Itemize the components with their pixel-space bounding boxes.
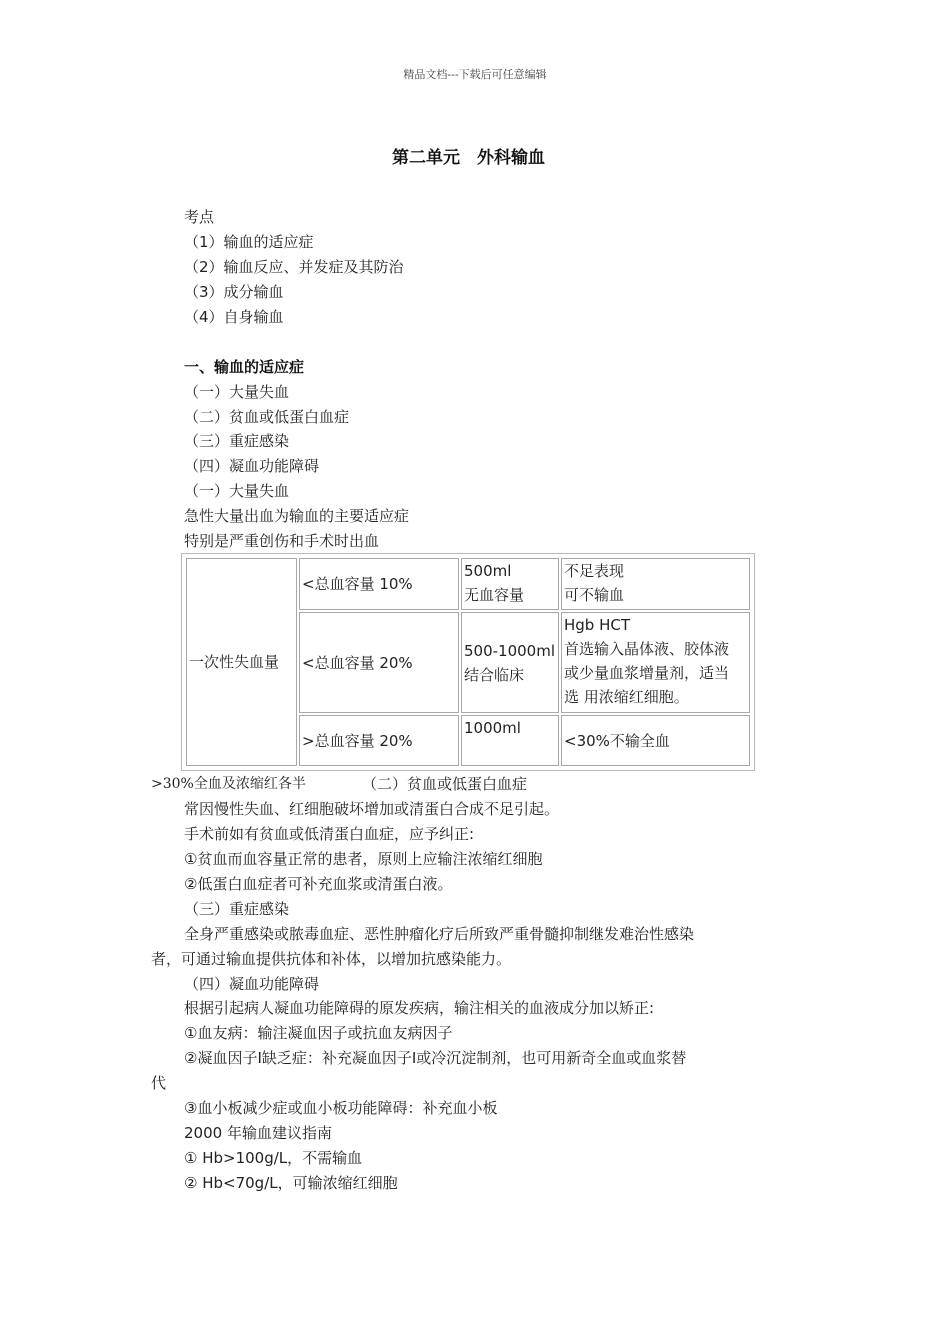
paragraph-line: ②凝血因子Ⅰ缺乏症：补充凝血因子Ⅰ或冷沉淀制剂，也可用新奇全血或血浆替: [184, 1049, 687, 1067]
kaodian-item: （2）输血反应、并发症及其防治: [184, 258, 404, 276]
paragraph-line: 2000 年输血建议指南: [184, 1124, 332, 1142]
paragraph-line: 急性大量出血为输血的主要适应症: [184, 507, 410, 525]
table-cell-advice: <30%不输全血: [561, 715, 750, 766]
blood-loss-table: [181, 553, 755, 771]
table-footnote: >30%全血及浓缩红各半: [151, 776, 306, 792]
subsection-heading: （二）贫血或低蛋白血症: [362, 775, 528, 793]
table-cell-range: >总血容量 20%: [299, 715, 459, 766]
paragraph-line: ① Hb>100g/L，不需输血: [184, 1149, 363, 1167]
table-cell-range: <总血容量 20%: [299, 612, 459, 713]
paragraph-line: 常因慢性失血、红细胞破坏增加或清蛋白合成不足引起。: [184, 800, 560, 818]
paragraph-line: ②低蛋白血症者可补充血浆或清蛋白液。: [184, 875, 453, 893]
paragraph-line: 手术前如有贫血或低清蛋白血症，应予纠正:: [184, 825, 475, 843]
table-cell-advice: Hgb HCT 首选输入晶体液、胶体液 或少量血浆增量剂，适当 选 用浓缩红细胞。: [561, 612, 750, 713]
table-cell-range: <总血容量 10%: [299, 558, 459, 610]
header-note: 精品文档---下载后可任意编辑: [403, 68, 547, 81]
section-subitem: （三）重症感染: [184, 432, 290, 450]
paragraph-line: 特别是严重创伤和手术时出血: [184, 532, 380, 550]
subsection-heading: （一）大量失血: [184, 482, 290, 500]
paragraph-line: 根据引起病人凝血功能障碍的原发疾病，输注相关的血液成分加以矫正:: [184, 999, 655, 1017]
subsection-heading: （三）重症感染: [184, 900, 290, 918]
section-subitem: （四）凝血功能障碍: [184, 457, 320, 475]
table-cell-amount: 500-1000ml 结合临床: [461, 612, 559, 713]
section-subitem: （二）贫血或低蛋白血症: [184, 408, 350, 426]
subsection-heading: （四）凝血功能障碍: [184, 975, 320, 993]
kaodian-item: （3）成分输血: [184, 283, 284, 301]
paragraph-line: ①血友病：输注凝血因子或抗血友病因子: [184, 1024, 453, 1042]
table-cell-amount: 1000ml: [461, 715, 559, 766]
table-cell-amount: 500ml 无血容量: [461, 558, 559, 610]
kaodian-heading: 考点: [184, 208, 215, 226]
kaodian-item: （1）输血的适应症: [184, 233, 314, 251]
document-title: 第二单元 外科输血: [392, 148, 545, 168]
kaodian-item: （4）自身输血: [184, 308, 284, 326]
table-cell-advice: 不足表现 可不输血: [561, 558, 750, 610]
paragraph-line: ② Hb<70g/L，可输浓缩红细胞: [184, 1174, 398, 1192]
paragraph-line: 代: [151, 1074, 167, 1092]
section-subitem: （一）大量失血: [184, 383, 290, 401]
section-heading: 一、输血的适应症: [184, 358, 305, 376]
table-row-header: 一次性失血量: [186, 558, 297, 766]
paragraph-line: ③血小板减少症或血小板功能障碍：补充血小板: [184, 1099, 498, 1117]
paragraph-line: ①贫血而血容量正常的患者，原则上应输注浓缩红细胞: [184, 850, 543, 868]
paragraph-line: 全身严重感染或脓毒血症、恶性肿瘤化疗后所致严重骨髓抑制继发难治性感染: [184, 925, 695, 943]
paragraph-line: 者，可通过输血提供抗体和补体，以增加抗感染能力。: [151, 950, 512, 968]
